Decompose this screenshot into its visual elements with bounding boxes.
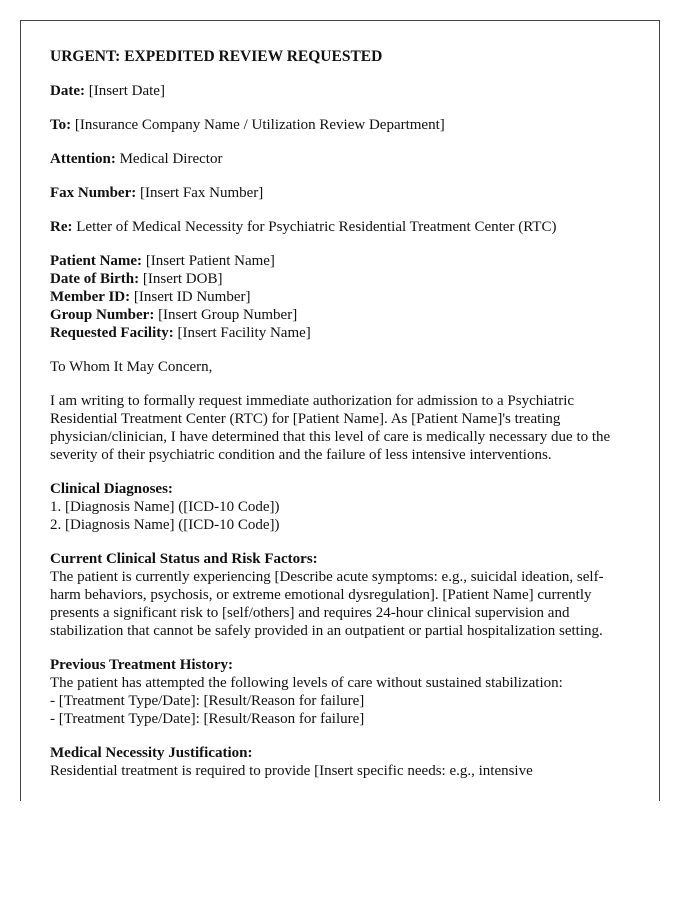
document-page (20, 20, 660, 801)
patient-name-field (50, 252, 630, 270)
fax-number-label: Fax Number: (50, 185, 137, 201)
to-field (50, 116, 630, 134)
medical-necessity-heading: Medical Necessity Justification: (50, 745, 253, 761)
member-id-label: Member ID: (50, 289, 131, 305)
diagnosis-item: 2. [Diagnosis Name] ([ICD-10 Code]) (50, 517, 280, 533)
attention-value: Medical Director (115, 151, 223, 167)
date-value: [Insert Date] (84, 83, 165, 99)
clinical-status-section (50, 550, 630, 640)
member-id-field (50, 288, 630, 306)
member-id-value: [Insert ID Number] (130, 289, 251, 305)
diagnosis-item: 1. [Diagnosis Name] ([ICD-10 Code]) (50, 499, 280, 515)
medical-necessity-text: Residential treatment is required to provide [Insert specific needs: e.g., intensive (50, 763, 533, 779)
clinical-status-text: The patient is currently experiencing [Describe acute symptoms: e.g., suicidal ideation, self-harm behaviors, psychosis, or extreme emotional dysregulation]. [Patient Name] currently presents a significant risk to [self/others] and requires 24-hour clinical supervision and stabilization that cannot be safely provided in an outpatient or partial hospitalization setting. (50, 569, 604, 639)
attention-field (50, 150, 630, 168)
salutation: To Whom It May Concern, (50, 359, 213, 375)
clinical-diagnoses-heading: Clinical Diagnoses: (50, 481, 173, 497)
patient-name-value: [Insert Patient Name] (142, 253, 275, 269)
group-number-value: [Insert Group Number] (154, 307, 298, 323)
group-number-field (50, 306, 630, 324)
to-label: To: (50, 117, 72, 133)
clinical-status-heading: Current Clinical Status and Risk Factors: (50, 551, 318, 567)
letter-body (50, 48, 630, 796)
re-value: Letter of Medical Necessity for Psychiatric Residential Treatment Center (RTC) (72, 219, 557, 235)
treatment-history-section (50, 656, 630, 728)
intro-paragraph: I am writing to formally request immediate authorization for admission to a Psychiatric Residential Treatment Center (RTC) for [Patient Name]. As [Patient Name]'s treating physician/clinician, I have determined that this level of care is medically necessary due to the severity of their psychiatric condition and the failure of less intensive interventions. (50, 393, 611, 463)
fax-number-value: [Insert Fax Number] (136, 185, 264, 201)
medical-necessity-section (50, 744, 630, 780)
treatment-history-heading: Previous Treatment History: (50, 657, 234, 673)
to-value: [Insurance Company Name / Utilization Review Department] (71, 117, 445, 133)
re-field (50, 218, 630, 236)
treatment-history-item: - [Treatment Type/Date]: [Result/Reason for failure] (50, 693, 365, 709)
document-title: URGENT: EXPEDITED REVIEW REQUESTED (50, 48, 383, 65)
re-label: Re: (50, 219, 73, 235)
attention-label: Attention: (50, 151, 116, 167)
date-of-birth-field (50, 270, 630, 288)
clinical-diagnoses-section (50, 480, 630, 534)
fax-number-field (50, 184, 630, 202)
requested-facility-label: Requested Facility: (50, 325, 174, 341)
treatment-history-item: - [Treatment Type/Date]: [Result/Reason for failure] (50, 711, 365, 727)
date-field (50, 82, 630, 100)
requested-facility-value: [Insert Facility Name] (173, 325, 311, 341)
group-number-label: Group Number: (50, 307, 155, 323)
date-label: Date: (50, 83, 85, 99)
requested-facility-field (50, 324, 630, 342)
date-of-birth-value: [Insert DOB] (139, 271, 223, 287)
treatment-history-intro: The patient has attempted the following levels of care without sustained stabilization: (50, 675, 563, 691)
patient-info-block (50, 252, 630, 342)
patient-name-label: Patient Name: (50, 253, 143, 269)
date-of-birth-label: Date of Birth: (50, 271, 140, 287)
